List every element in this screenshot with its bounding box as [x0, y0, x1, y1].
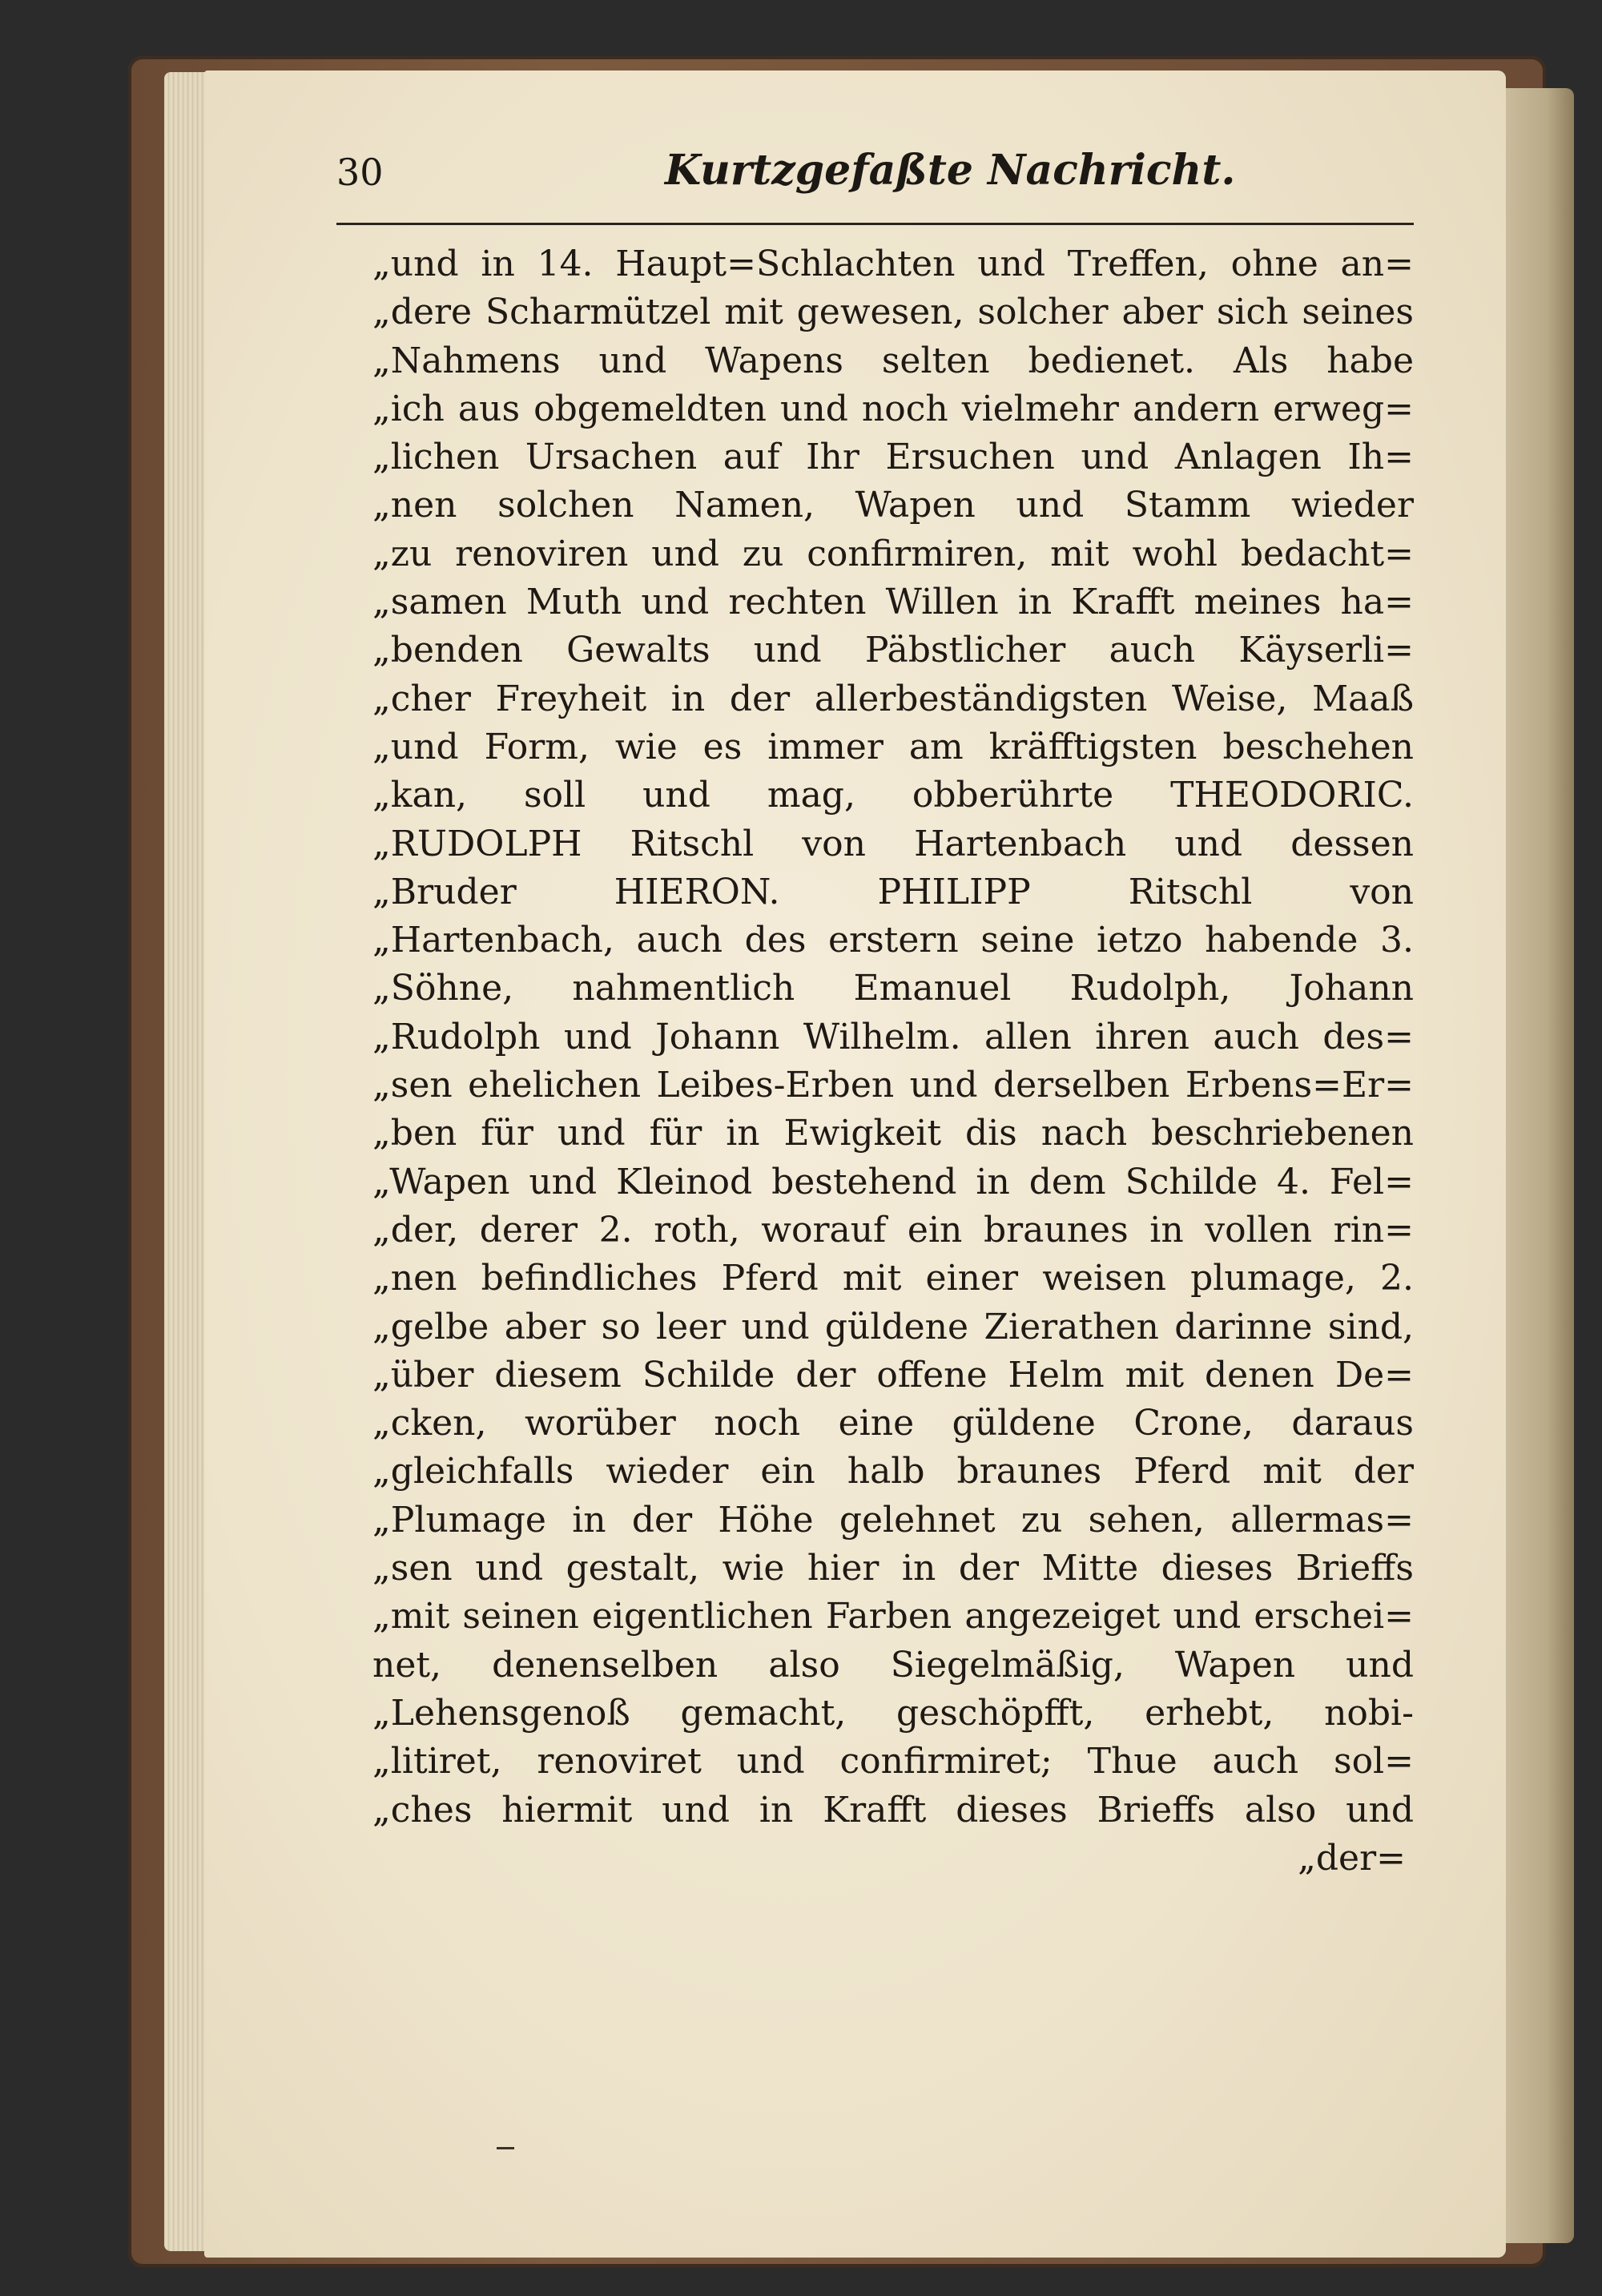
- text-line: „gelbe aber so leer und güldene Zierathen darinne sind,: [372, 1306, 1414, 1347]
- text-line: „und Form, wie es immer am kräfftigsten beschehen: [372, 726, 1414, 767]
- text-line: „sen und gestalt, wie hier in der Mitte dieses Brieffs: [372, 1548, 1414, 1589]
- facing-page-edge: [1506, 88, 1574, 2243]
- text-line: „mit seinen eigentlichen Farben angezeiget und erschei=: [372, 1596, 1414, 1637]
- text-line: „Nahmens und Wapens selten bedienet. Als habe: [372, 340, 1414, 381]
- text-line: „Hartenbach, auch des erstern seine ietzo habende 3.: [372, 920, 1414, 961]
- text-line: „nen solchen Namen, Wapen und Stamm wieder: [372, 485, 1414, 526]
- text-line: „und in 14. Haupt=Schlachten und Treffen, ohne an=: [372, 244, 1414, 284]
- text-line: „lichen Ursachen auf Ihr Ersuchen und Anlagen Ih=: [372, 437, 1414, 478]
- text-line: „Plumage in der Höhe gelehnet zu sehen, allermas=: [372, 1499, 1414, 1541]
- text-line: „nen befindliches Pferd mit einer weisen plumage, 2.: [372, 1258, 1414, 1299]
- text-line: „zu renoviren und zu confirmiren, mit wohl bedacht=: [372, 533, 1414, 574]
- text-line: „ich aus obgemeldten und noch vielmehr andern erweg=: [372, 388, 1414, 429]
- text-line: „kan, soll und mag, obberührte THEODORIC.: [372, 775, 1414, 816]
- text-line: net, denenselben also Siegelmäßig, Wapen und: [372, 1644, 1414, 1686]
- text-line: „Wapen und Kleinod bestehend in dem Schilde 4. Fel=: [372, 1161, 1414, 1202]
- body-text: [372, 240, 1414, 1883]
- text-line: „samen Muth und rechten Willen in Krafft meines ha=: [372, 582, 1414, 623]
- catchword: „der=: [1298, 1837, 1406, 1879]
- text-line: „benden Gewalts und Päbstlicher auch Käyserli=: [372, 630, 1414, 671]
- text-line: „der, derer 2. roth, worauf ein braunes in vollen rin=: [372, 1209, 1414, 1251]
- text-line: „Lehensgenoß gemacht, geschöpfft, erhebt, nobi-: [372, 1692, 1414, 1734]
- header-rule: [336, 223, 1414, 225]
- page-header: [336, 144, 1410, 208]
- text-line: „gleichfalls wieder ein halb braunes Pferd mit der: [372, 1451, 1414, 1492]
- text-line: „Söhne, nahmentlich Emanuel Rudolph, Johann: [372, 968, 1414, 1009]
- text-line: „cken, worüber noch eine güldene Crone, daraus: [372, 1403, 1414, 1444]
- text-line: „RUDOLPH Ritschl von Hartenbach und dessen: [372, 823, 1414, 864]
- text-line: „Bruder HIERON. PHILIPP Ritschl von: [372, 871, 1414, 912]
- text-line: „über diesem Schilde der offene Helm mit denen De=: [372, 1354, 1414, 1396]
- page-number: 30: [336, 151, 384, 194]
- text-line: „ben für und für in Ewigkeit dis nach beschriebenen: [372, 1113, 1414, 1154]
- text-line: „litiret, renoviret und confirmiret; Thue auch sol=: [372, 1741, 1414, 1782]
- text-line: „ches hiermit und in Krafft dieses Brieffs also und: [372, 1789, 1414, 1831]
- page-mark: [497, 2147, 514, 2149]
- text-line: „sen ehelichen Leibes-Erben und derselben Erbens=Er=: [372, 1065, 1414, 1106]
- text-line: „cher Freyheit in der allerbeständigsten Weise, Maaß: [372, 678, 1414, 719]
- running-title: Kurtzgefaßte Nachricht.: [665, 146, 1236, 195]
- text-line: „dere Scharmützel mit gewesen, solcher aber sich seines: [372, 292, 1414, 333]
- text-line: „Rudolph und Johann Wilhelm. allen ihren auch des=: [372, 1016, 1414, 1057]
